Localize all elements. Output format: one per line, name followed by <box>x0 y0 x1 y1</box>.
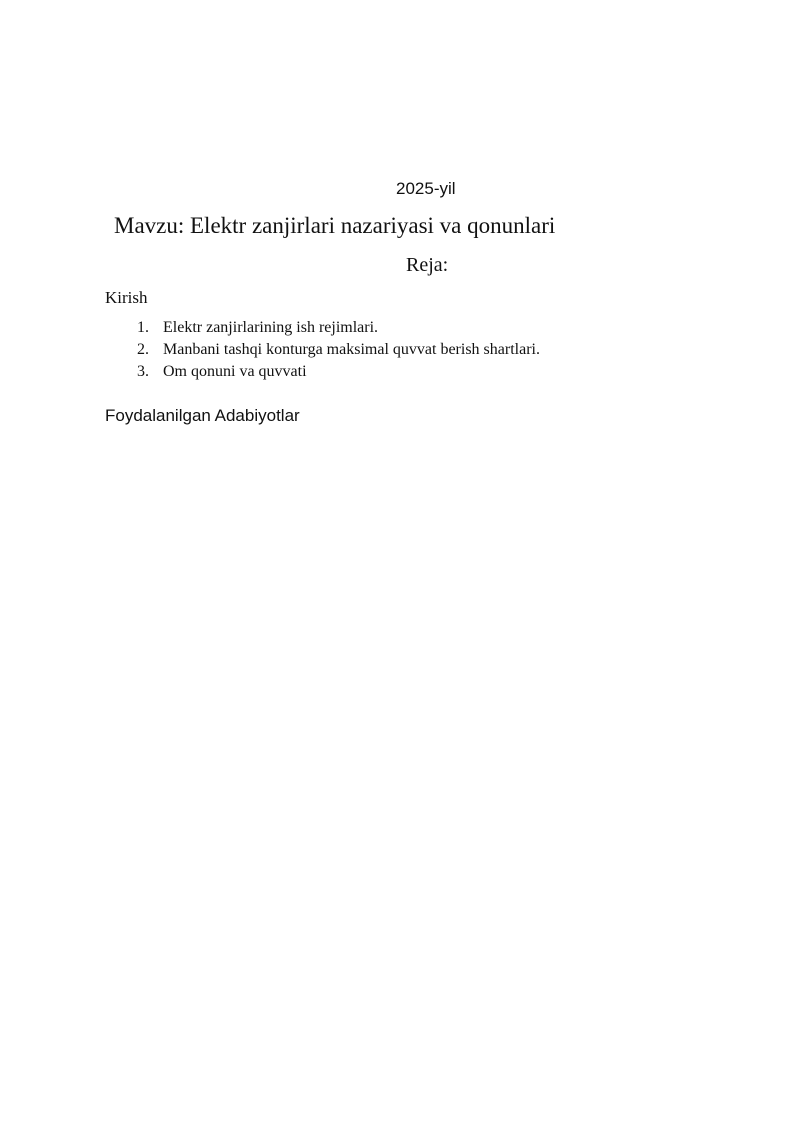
plan-item <box>137 339 540 361</box>
plan-item-number: 1. <box>137 319 149 336</box>
plan-item <box>137 317 540 339</box>
plan-item-number: 3. <box>137 363 149 380</box>
plan-item-number: 2. <box>137 341 149 358</box>
plan-item <box>137 361 540 383</box>
year-label: 2025-yil <box>396 179 456 198</box>
plan-item-text: Manbani tashqi konturga maksimal quvvat berish shartlari. <box>163 341 540 358</box>
topic-title: Mavzu: Elektr zanjirlari nazariyasi va qonunlari <box>114 213 556 238</box>
plan-list <box>137 317 540 383</box>
plan-heading: Reja: <box>406 254 449 276</box>
intro-label: Kirish <box>105 288 148 307</box>
references-heading: Foydalanilgan Adabiyotlar <box>105 406 300 425</box>
plan-item-text: Om qonuni va quvvati <box>163 363 307 380</box>
plan-item-text: Elektr zanjirlarining ish rejimlari. <box>163 319 379 336</box>
